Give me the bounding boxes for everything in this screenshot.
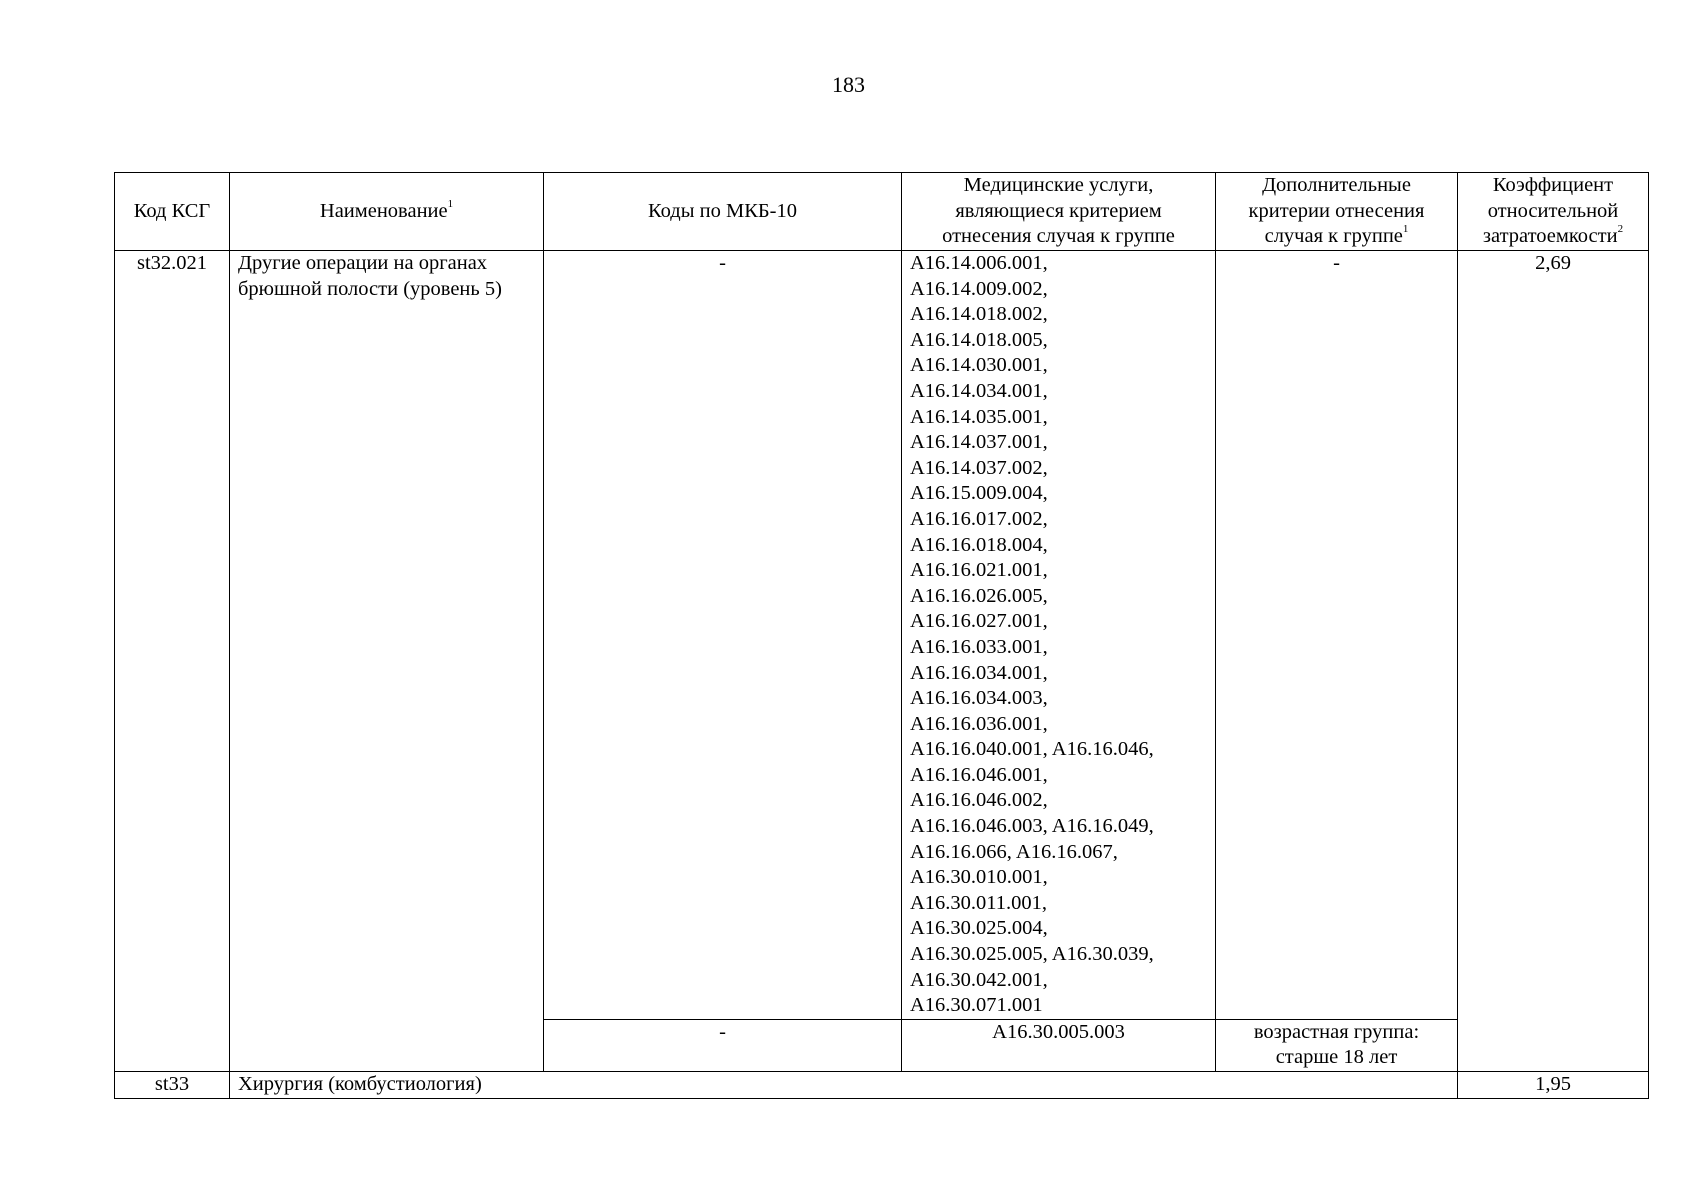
row-icd-cell: - bbox=[544, 251, 902, 1020]
subrow-extra-cell: возрастная группа: старше 18 лет bbox=[1216, 1019, 1458, 1071]
header-name: Наименование$^1$ bbox=[230, 173, 544, 251]
header-services: Медицинские услуги, являющиеся критерием отнесения случая к группе bbox=[902, 173, 1216, 251]
service-code: A16.14.006.001, bbox=[910, 252, 1048, 274]
service-code: A16.16.018.004, bbox=[910, 533, 1048, 556]
service-code: A16.30.025.005, A16.30.039, bbox=[910, 943, 1154, 966]
header-icd: Коды по МКБ-10 bbox=[544, 173, 902, 251]
service-code: A16.30.042.001, bbox=[910, 968, 1048, 991]
service-code: A16.16.033.001, bbox=[910, 635, 1048, 658]
row-name-cell: Хирургия (комбустиология) bbox=[230, 1072, 1458, 1099]
service-code: A16.16.046.001, bbox=[910, 763, 1048, 786]
ksg-table bbox=[114, 172, 1649, 1099]
service-code: A16.14.018.005, bbox=[910, 328, 1048, 351]
service-code: A16.16.021.001, bbox=[910, 559, 1048, 582]
table-row bbox=[115, 251, 1649, 1020]
service-code: A16.16.027.001, bbox=[910, 610, 1048, 633]
row-services-cell bbox=[902, 251, 1216, 1020]
footnote-mark: 1 bbox=[447, 197, 454, 210]
service-code: A16.30.071.001 bbox=[910, 994, 1043, 1017]
subrow-icd-cell: - bbox=[544, 1019, 902, 1071]
footnote-mark: 2 bbox=[1617, 223, 1624, 236]
row-code-cell: st32.021 bbox=[115, 251, 230, 1072]
service-code: A16.16.046.002, bbox=[910, 789, 1048, 812]
header-coef: Коэффициент относительной затратоемкости$^2$ bbox=[1458, 173, 1649, 251]
service-code: A16.16.040.001, A16.16.046, bbox=[910, 738, 1154, 761]
row-coef-cell: 1,95 bbox=[1458, 1072, 1649, 1099]
service-code: A16.16.066, A16.16.067, bbox=[910, 840, 1118, 863]
service-code: A16.14.034.001, bbox=[910, 379, 1048, 402]
service-code: A16.30.025.004, bbox=[910, 917, 1048, 940]
row-coef-cell: 2,69 bbox=[1458, 251, 1649, 1072]
service-code: A16.16.017.002, bbox=[910, 507, 1048, 530]
row-name-cell: Другие операции на органах брюшной полости (уровень 5) bbox=[230, 251, 544, 1072]
services-list bbox=[910, 251, 1207, 1019]
service-code: A16.16.046.003, A16.16.049, bbox=[910, 815, 1154, 838]
page-number: 183 bbox=[832, 72, 865, 97]
service-code: A16.16.034.001, bbox=[910, 661, 1048, 684]
service-code: A16.15.009.004, bbox=[910, 482, 1048, 505]
service-code: A16.14.035.001, bbox=[910, 405, 1048, 428]
table-row bbox=[115, 1072, 1649, 1099]
service-code: A16.16.026.005, bbox=[910, 584, 1048, 607]
service-code: A16.14.037.001, bbox=[910, 431, 1048, 454]
service-code: A16.14.037.002, bbox=[910, 456, 1048, 479]
header-extra: Дополнительные критерии отнесения случая к группе$^1$ bbox=[1216, 173, 1458, 251]
service-code: A16.30.011.001, bbox=[910, 891, 1048, 914]
service-code: A16.14.009.002, bbox=[910, 277, 1048, 300]
row-code-cell: st33 bbox=[115, 1072, 230, 1099]
service-code: A16.16.034.003, bbox=[910, 687, 1048, 710]
service-code: A16.16.036.001, bbox=[910, 712, 1048, 735]
service-code: A16.14.018.002, bbox=[910, 303, 1048, 326]
row-extra-cell: - bbox=[1216, 251, 1458, 1020]
subrow-services-cell: A16.30.005.003 bbox=[902, 1019, 1216, 1071]
service-code: A16.14.030.001, bbox=[910, 354, 1048, 377]
footnote-mark: 1 bbox=[1402, 223, 1409, 236]
header-code: Код КСГ bbox=[115, 173, 230, 251]
service-code: A16.30.010.001, bbox=[910, 866, 1048, 889]
table-header-row bbox=[115, 173, 1649, 251]
